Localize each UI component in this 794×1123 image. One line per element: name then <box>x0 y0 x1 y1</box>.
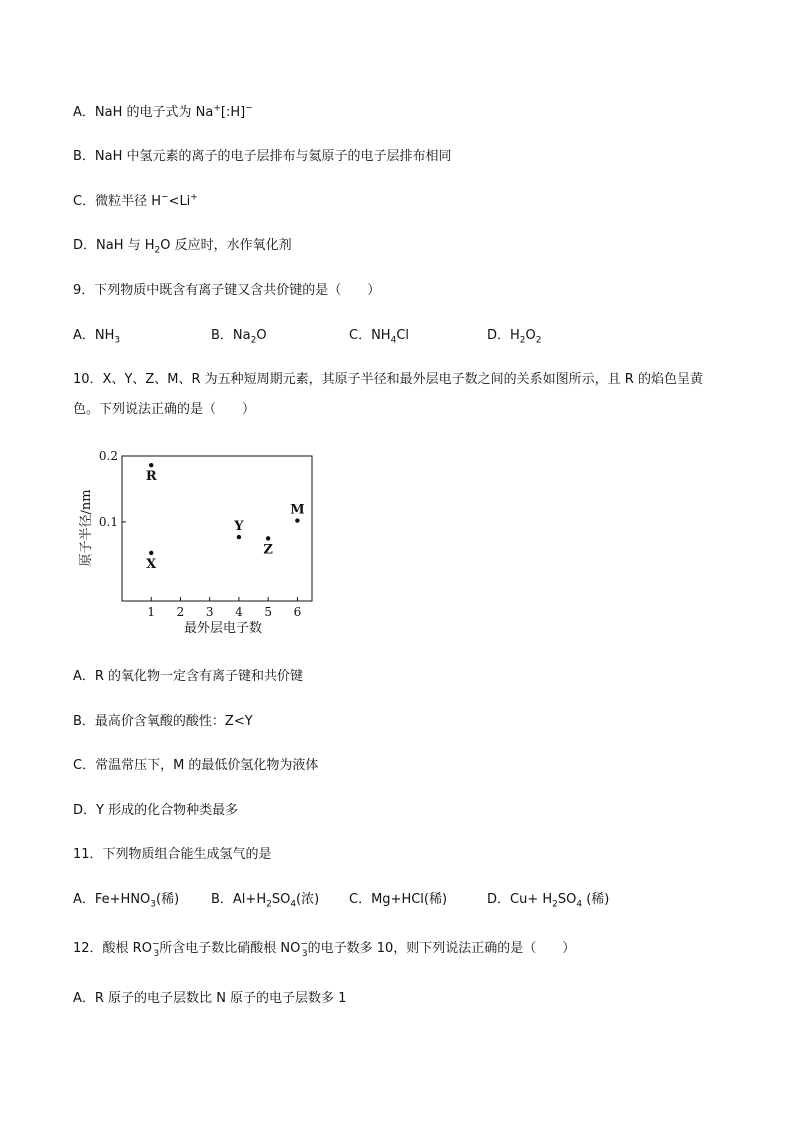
x-tick-label: 3 <box>205 605 214 619</box>
y-axis-label: 原子半径/nm <box>79 489 94 567</box>
y-tick-label: 0.2 <box>98 449 118 463</box>
q9-option-a: A．$NH_3$ <box>73 328 121 346</box>
data-points <box>146 463 305 572</box>
y-tick-label: 0.1 <box>98 514 118 529</box>
x-axis-ticks <box>147 597 301 619</box>
q10-stem-line2: 色。下列说法正确的是（ ） <box>73 402 256 417</box>
point-label-r: R <box>145 469 157 485</box>
point-y <box>237 535 241 539</box>
q9-option-c: C．$NH_4Cl$ <box>349 328 410 346</box>
x-axis-label: 最外层电子数 <box>183 621 263 636</box>
q9-option-d: D．$H_2O_2$ <box>487 328 542 346</box>
q9-option-b: B．$Na_2O$ <box>211 328 267 346</box>
q9-stem: 9．下列物质中既含有离子键又含共价键的是（ ） <box>73 283 381 298</box>
point-r <box>149 463 153 467</box>
point-z <box>266 536 270 540</box>
point-m <box>295 518 299 522</box>
point-label-z: Z <box>263 542 273 558</box>
q11-option-b: B．$Al+H_2SO_4$(浓) <box>211 892 320 910</box>
point-label-y: Y <box>234 519 244 535</box>
q8-option-b: B．NaH 中氢元素的离子的电子层排布与氦原子的电子层排布相同 <box>73 149 452 164</box>
q11-option-c: C．Mg+HCl(稀) <box>349 892 448 907</box>
q8-option-d: D．NaH 与 $H_2O$ 反应时，水作氧化剂 <box>73 238 292 256</box>
x-tick-label: 5 <box>264 605 272 619</box>
q10-option-b: B．最高价含氧酸的酸性：Z<Y <box>73 714 253 729</box>
q12-stem: 12．酸根 $RO^-_3$所含电子数比硝酸根 $NO^-_3$的电子数多 10，则下列说法正确的是（ ） <box>73 939 576 959</box>
x-tick-label: 2 <box>176 605 185 619</box>
x-tick-label: 4 <box>235 605 243 619</box>
q8-option-c: C．微粒半径 H−<Li+ <box>73 192 198 209</box>
q8-option-a: A．NaH 的电子式为 Na+[:H]− <box>73 103 253 120</box>
radius-chart <box>78 446 328 642</box>
point-x <box>149 551 153 555</box>
x-tick-label: 1 <box>147 605 156 619</box>
q10-option-c: C．常温常压下，M 的最低价氢化物为液体 <box>73 758 319 773</box>
q11-option-a: A．$Fe+HNO_3$(稀) <box>73 892 180 910</box>
q10-stem-line1: 10．X、Y、Z、M、R 为五种短周期元素，其原子半径和最外层电子数之间的关系如图所示，且 R 的焰色呈黄 <box>73 372 703 387</box>
point-label-m: M <box>290 502 305 518</box>
q10-option-d: D．Y 形成的化合物种类最多 <box>73 803 239 818</box>
point-label-x: X <box>146 556 157 572</box>
q11-option-d: D．$Cu+ H_2SO_4$ (稀) <box>487 892 610 910</box>
q12-option-a: A．R 原子的电子层数比 N 原子的电子层数多 1 <box>73 991 347 1006</box>
q10-option-a: A．R 的氧化物一定含有离子键和共价键 <box>73 669 304 684</box>
q11-stem: 11．下列物质组合能生成氢气的是 <box>73 847 272 862</box>
x-tick-label: 6 <box>293 605 302 619</box>
